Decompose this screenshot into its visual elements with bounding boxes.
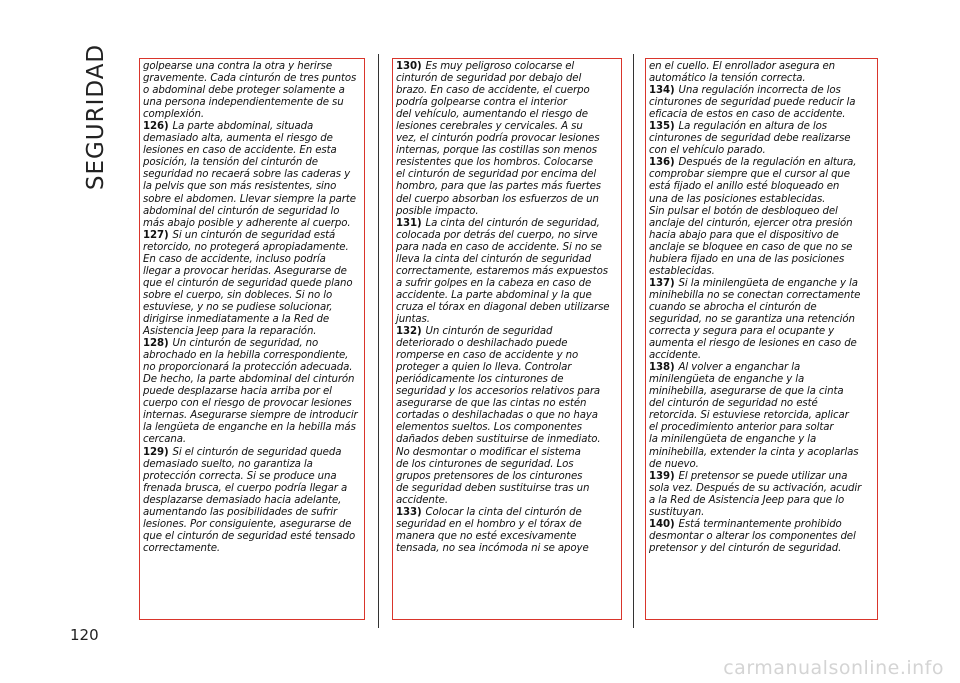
paragraph-text: golpearse una contra la otra y herirse gravemente. Cada cinturón de tres puntos o abdominal debe proteger solamente a una persona independientemente de su complexión. [143, 61, 357, 121]
warning-paragraph [649, 61, 874, 85]
paragraph-number: 131) [396, 217, 422, 229]
paragraph-text: Después de la regulación en altura, comprobar siempre que el cursor al que está fijado el anillo esté bloqueado en una de las posiciones establecidas. Sin pulsar el botón de desbloqueo del anclaje del cinturón, ejercer otra presión hacia abajo para que el dispositivo de anclaje se bloquee en caso de que no se hubiera fijado en una de las posiciones establecidas. [649, 157, 857, 277]
paragraph-number: 134) [649, 85, 675, 97]
paragraph-text: Un cinturón de seguridad, no abrochado en la hebilla correspondiente, no proporcionará la protección adecuada. De hecho, la parte abdominal del cinturón puede desplazarse hacia arriba por el cuerpo con el riesgo de provocar lesiones internas. Asegurarse siempre de introducir la lengüeta de enganche en la hebilla más cercana. [143, 338, 358, 446]
warning-box-column-2 [392, 58, 622, 620]
paragraph-text: Un cinturón de seguridad deteriorado o deshilachado puede romperse en caso de accidente y no proteger a quien lo lleva. Controlar periódicamente los cinturones de seguridad y los accesorios relativos para asegurarse de que las cintas no estén cortadas o deshilachadas o que no haya elementos sueltos. Los componentes dañados deben sustituirse de inmediato. No desmontar o modificar el sistema de los cinturones de seguridad. Los grupos pretensores de los cinturones de seguridad deben sustituirse tras un accidente. [396, 326, 601, 506]
paragraph-text: La regulación en altura de los cinturones de seguridad debe realizarse con el vehículo parado. [649, 121, 851, 157]
paragraph-text: La cinta del cinturón de seguridad, colocada por detrás del cuerpo, no sirve para nada en caso de accidente. Si no se lleva la cinta del cinturón de seguridad correctamente, estaremos más expuestos a sufrir golpes en la cabeza en caso de accidente. La parte abdominal y la que cruza el tórax en diagonal deben utilizarse juntas. [396, 217, 610, 325]
warning-paragraph [649, 157, 874, 277]
warning-paragraph [143, 121, 361, 229]
warning-paragraph [143, 230, 361, 338]
watermark: carmanualsonline.info [723, 657, 944, 679]
warning-paragraph [143, 61, 361, 121]
warning-paragraph [649, 362, 874, 470]
warning-paragraph [143, 338, 361, 446]
paragraph-text: Es muy peligroso colocarse el cinturón de seguridad por debajo del brazo. En caso de accidente, el cuerpo podría golpearse contra el interior del vehículo, aumentando el riesgo de lesiones cerebrales y cervicales. A su vez, el cinturón podría provocar lesiones internas, porque las costillas son menos resistentes que los hombros. Colocarse el cinturón de seguridad por encima del hombro, para que las partes más fuertes del cuerpo absorban los esfuerzos de un posible impacto. [396, 61, 601, 217]
column-divider [378, 54, 379, 628]
paragraph-number: 138) [649, 362, 675, 374]
paragraph-number: 126) [143, 121, 169, 133]
warning-paragraph [143, 447, 361, 555]
paragraph-text: Colocar la cinta del cinturón de seguridad en el hombro y el tórax de manera que no esté excesivamente tensada, no sea incómoda ni se apoye [396, 506, 589, 554]
paragraph-text: Si la minilengüeta de enganche y la minihebilla no se conectan correctamente cuando se abrocha el cinturón de seguridad, no se garantiza una retención correcta y segura para el ocupante y aumenta el riesgo de lesiones en caso de accidente. [649, 277, 861, 362]
paragraph-number: 136) [649, 157, 675, 169]
paragraph-number: 130) [396, 61, 422, 72]
warning-paragraph [649, 471, 874, 519]
paragraph-text: Al volver a enganchar la minilengüeta de enganche y la minihebilla, asegurarse de que la cinta del cinturón de seguridad no esté retorcida. Si estuviese retorcida, aplicar el procedimiento anterior para soltar la minilengüeta de enganche y la minihebilla, extender la cinta y acoplarlas de nuevo. [649, 362, 859, 470]
paragraph-number: 137) [649, 277, 675, 289]
paragraph-text: El pretensor se puede utilizar una sola vez. Después de su activación, acudir a la Red de Asistencia Jeep para que lo sustituyan. [649, 470, 862, 518]
paragraph-text: Si el cinturón de seguridad queda demasiado suelto, no garantiza la protección correcta. Si se produce una frenada brusca, el cuerpo podría llegar a desplazarse demasiado hacia adelante, aumentando las posibilidades de sufrir lesiones. Por consiguiente, asegurarse de que el cinturón de seguridad esté tensado correctamente. [143, 446, 356, 554]
warning-box-column-1 [139, 58, 365, 620]
warning-paragraph [396, 61, 618, 218]
paragraph-number: 133) [396, 506, 422, 518]
paragraph-text: Una regulación incorrecta de los cinturones de seguridad puede reducir la eficacia de estos en caso de accidente. [649, 85, 856, 121]
section-title [66, 43, 126, 191]
paragraph-text: Está terminantemente prohibido desmontar o alterar los componentes del pretensor y del cinturón de seguridad. [649, 518, 856, 554]
section-title-text: SEGURIDAD [83, 43, 109, 191]
warning-paragraph [649, 85, 874, 121]
paragraph-number: 135) [649, 121, 675, 133]
paragraph-number: 139) [649, 470, 675, 482]
paragraph-number: 129) [143, 446, 169, 458]
page-number: 120 [70, 626, 99, 644]
paragraph-number: 140) [649, 518, 675, 530]
column-divider [633, 54, 634, 628]
paragraph-number: 127) [143, 229, 169, 241]
warning-paragraph [649, 121, 874, 157]
warning-paragraph [649, 519, 874, 555]
warning-box-column-3 [645, 58, 878, 620]
paragraph-text: La parte abdominal, situada demasiado alta, aumenta el riesgo de lesiones en caso de accidente. En esta posición, la tensión del cinturón de seguridad no recaerá sobre las caderas y la pelvis que son más resistentes, sino sobre el abdomen. Llevar siempre la parte abdominal del cinturón de seguridad lo más abajo posible y adherente al cuerpo. [143, 121, 356, 229]
paragraph-text: Si un cinturón de seguridad está retorcido, no protegerá apropiadamente. En caso de accidente, incluso podría llegar a provocar heridas. Asegurarse de que el cinturón de seguridad quede plano sobre el cuerpo, sin dobleces. Si no lo estuviese, y no se pudiese solucionar, dirigirse inmediatamente a la Red de Asistencia Jeep para la reparación. [143, 229, 353, 338]
warning-paragraph [396, 218, 618, 326]
warning-paragraph [649, 278, 874, 362]
warning-paragraph [396, 326, 618, 507]
warning-paragraph [396, 507, 618, 555]
paragraph-number: 128) [143, 338, 169, 350]
paragraph-text: en el cuello. El enrollador asegura en automático la tensión correcta. [649, 61, 836, 85]
paragraph-number: 132) [396, 326, 422, 338]
